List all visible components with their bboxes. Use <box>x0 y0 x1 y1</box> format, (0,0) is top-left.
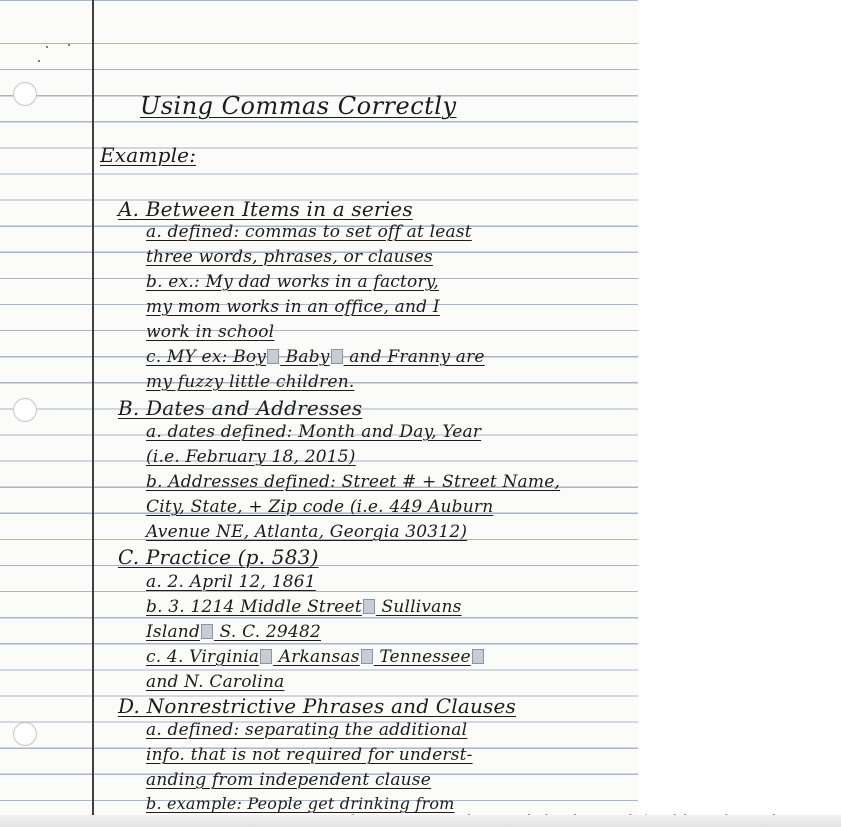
comma-edit-mark <box>260 649 272 664</box>
note-line: Avenue NE, Atlanta, Georgia 30312) <box>146 522 468 542</box>
note-line: a. defined: commas to set off at least <box>146 222 472 242</box>
speck <box>46 46 48 48</box>
punch-hole-bottom <box>13 722 37 746</box>
note-line: Island S. C. 29482 <box>146 622 321 642</box>
page-title: Using Commas Correctly <box>140 92 457 120</box>
punch-hole-middle <box>13 398 37 422</box>
comma-edit-mark <box>201 624 213 639</box>
section-c-heading: C. Practice (p. 583) <box>118 545 319 569</box>
note-line: a. dates defined: Month and Day, Year <box>146 422 482 442</box>
note-line: b. 3. 1214 Middle Street Sullivans <box>146 597 462 617</box>
note-line: b. example: People get drinking from <box>146 794 455 813</box>
note-line: anding from independent clause <box>146 770 431 790</box>
note-line: b. Addresses defined: Street # + Street Name, <box>146 472 561 492</box>
note-line: work in school <box>146 322 275 342</box>
punch-hole-top <box>13 82 37 106</box>
speck <box>68 44 70 46</box>
comma-edit-mark <box>472 649 484 664</box>
margin-line <box>92 0 94 826</box>
example-label: Example: <box>100 143 197 167</box>
note-line: a. 2. April 12, 1861 <box>146 572 316 592</box>
note-line: my mom works in an office, and I <box>146 297 440 317</box>
comma-edit-mark <box>363 599 375 614</box>
note-line: three words, phrases, or clauses <box>146 247 433 267</box>
section-a-heading: A. Between Items in a series <box>118 197 413 221</box>
note-line: City, State, + Zip code (i.e. 449 Auburn <box>146 497 494 517</box>
note-line: b. ex.: My dad works in a factory, <box>146 272 439 292</box>
speck <box>38 60 40 62</box>
comma-edit-mark <box>361 649 373 664</box>
comma-edit-mark <box>267 349 279 364</box>
note-line: info. that is not required for underst- <box>146 745 473 765</box>
comma-edit-mark <box>331 349 343 364</box>
section-b-heading: B. Dates and Addresses <box>118 396 363 420</box>
section-d-heading: D. Nonrestrictive Phrases and Clauses <box>118 694 517 718</box>
note-line: c. 4. Virginia Arkansas Tennessee <box>146 647 485 667</box>
note-line: my fuzzy little children. <box>146 372 355 392</box>
note-line: c. MY ex: Boy Baby and Franny are <box>146 347 485 367</box>
page-bottom-edge <box>0 815 841 827</box>
note-line: (i.e. February 18, 2015) <box>146 447 356 467</box>
note-line: and N. Carolina <box>146 672 285 692</box>
note-line: a. defined: separating the additional <box>146 720 468 740</box>
